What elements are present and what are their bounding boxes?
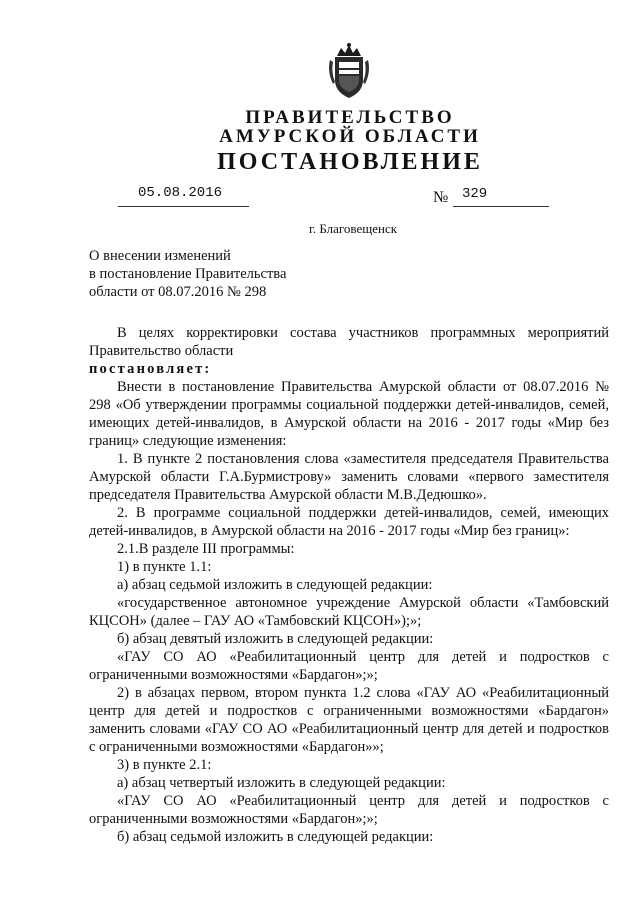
subject-line: области от 08.07.2016 № 298	[89, 284, 267, 300]
document-type-title: ПОСТАНОВЛЕНИЕ	[217, 149, 483, 175]
body-paragraph: 3) в пункте 2.1:	[117, 757, 212, 773]
document-body	[89, 324, 609, 846]
body-paragraph: 2. В программе социальной поддержки детей-инвалидов, семей, имеющих детей-инвалидов, в Амурской области на 2016 - 2017 годы «Мир без границ»:	[89, 505, 609, 539]
body-paragraph: 1) в пункте 1.1:	[117, 559, 212, 575]
preamble: В целях корректировки состава участников программных мероприятий Правительство области	[89, 325, 609, 359]
body-paragraph: 2.1.В разделе III программы:	[117, 541, 295, 557]
body-paragraph: б) абзац седьмой изложить в следующей редакции:	[117, 829, 434, 845]
body-paragraph: 1. В пункте 2 постановления слова «заместителя председателя Правительства Амурской области Г.А.Бурмистрову» заменить словами «первого заместителя председателя Правительства Амурской области М.В.Дедюшко».	[89, 451, 609, 503]
body-paragraph: 2) в абзацах первом, втором пункта 1.2 слова «ГАУ АО «Реабилитационный центр для детей и подростков с ограниченными возможностями «Бардагон» заменить словами «ГАУ СО АО «Реабилитационный центр для детей и подростков с ограниченными возможностями «Бардагон»»;	[89, 685, 609, 755]
body-paragraph: «государственное автономное учреждение Амурской области «Тамбовский КЦСОН» (далее – ГАУ АО «Тамбовский КЦСОН»);»;	[89, 595, 609, 629]
body-paragraph: «ГАУ СО АО «Реабилитационный центр для детей и подростков с ограниченными возможностями «Бардагон»;»;	[89, 793, 609, 827]
number-sign: №	[433, 189, 449, 206]
resolves-keyword: постановляет:	[89, 361, 212, 377]
date-underline	[118, 206, 249, 207]
city-name: г. Благовещенск	[309, 221, 398, 236]
government-name-line1: ПРАВИТЕЛЬСТВО	[245, 107, 455, 128]
number-underline	[453, 206, 549, 207]
document-number: 329	[462, 186, 488, 202]
amur-oblast-coat-of-arms-icon	[327, 42, 371, 100]
body-paragraph: Внести в постановление Правительства Амурской области от 08.07.2016 № 298 «Об утверждении программы социальной поддержки детей-инвалидов, семей, имеющих детей-инвалидов, в Амурской области на 2016 - 2017 годы «Мир без границ» следующие изменения:	[89, 379, 609, 449]
body-paragraph: б) абзац девятый изложить в следующей редакции:	[117, 631, 434, 647]
body-paragraph: «ГАУ СО АО «Реабилитационный центр для детей и подростков с ограниченными возможностями «Бардагон»;»;	[89, 649, 609, 683]
body-paragraph: а) абзац четвертый изложить в следующей редакции:	[117, 775, 446, 791]
subject-line: О внесении изменений	[89, 248, 231, 264]
body-paragraph: а) абзац седьмой изложить в следующей редакции:	[117, 577, 433, 593]
document-date: 05.08.2016	[138, 185, 223, 201]
government-name-line2: АМУРСКОЙ ОБЛАСТИ	[219, 126, 481, 147]
document-subject	[89, 247, 349, 301]
subject-line: в постановление Правительства	[89, 266, 287, 282]
